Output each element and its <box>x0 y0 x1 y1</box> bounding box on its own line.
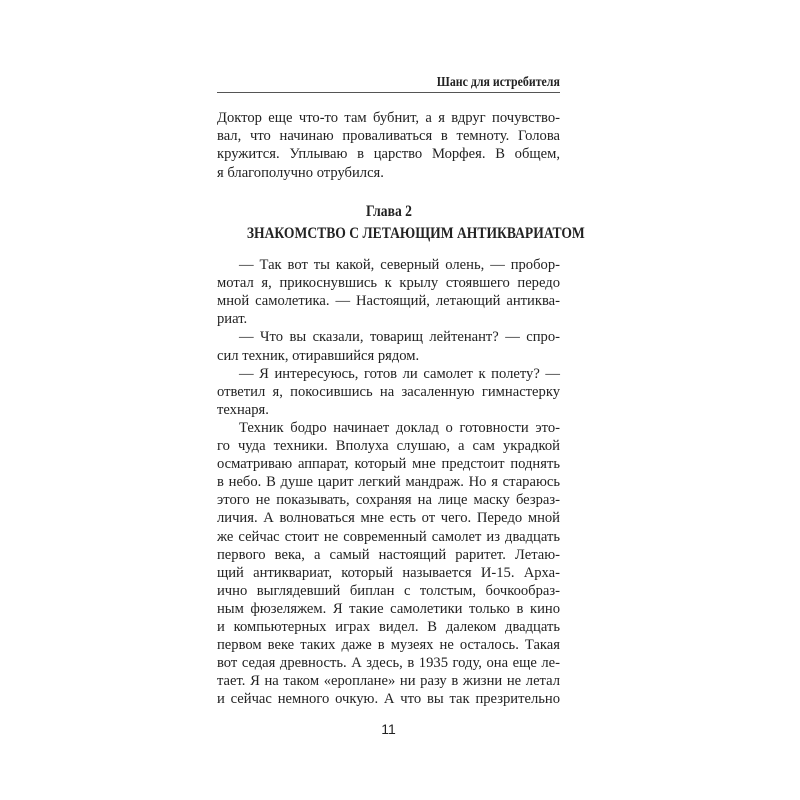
text-line: и сейчас немного очкую. А что вы так презрительно <box>217 691 560 708</box>
text-line: я благополучно отрубился. <box>217 164 384 181</box>
text-line: осматриваю аппарат, который мне предстоит поднять <box>217 456 560 473</box>
text-line: мной самолетика. — Настоящий, летающий антиква- <box>217 293 560 310</box>
text-line: технаря. <box>217 401 269 418</box>
text-line: — Так вот ты какой, северный олень, — пробор- <box>239 257 560 273</box>
chapter-number-text: Глава 2 <box>365 203 412 220</box>
text-line: го чуда техники. Вполуха слушаю, а сам украдкой <box>217 438 560 454</box>
text-line: и компьютерных играх видел. В далеком двадцать <box>217 619 560 635</box>
text-line: ично выглядевший биплан с толстым, бочкообраз- <box>217 582 560 599</box>
text-line: щий антиквариат, который называется И-15. Арха- <box>217 564 560 581</box>
text-line: первого века, а самый настоящий раритет. Летаю- <box>217 546 560 563</box>
text-line: вал, что начинаю проваливаться в темноту. Голова <box>217 128 560 145</box>
text-line: мотал я, прикоснувшись к крылу стоявшего передо <box>217 275 560 292</box>
header-rule <box>217 92 560 93</box>
chapter-title <box>217 225 585 243</box>
chapter-number <box>217 203 560 221</box>
text-line: риат. <box>217 311 248 328</box>
chapter-title-text: ЗНАКОМСТВО С ЛЕТАЮЩИМ АНТИКВАРИАТОМ <box>246 225 585 242</box>
text-line: этого не показывать, сохраняя на лице маску безраз- <box>217 492 560 509</box>
text-line: же сейчас стоит не современный самолет из двадцать <box>217 528 560 545</box>
text-line: кружится. Уплываю в царство Морфея. В общем, <box>217 146 560 163</box>
text-line: тает. Я на таком «ероплане» ни разу в жизни не летал <box>217 673 560 690</box>
text-line: — Что вы сказали, товарищ лейтенант? — спро- <box>239 329 560 346</box>
text-line: Техник бодро начинает доклад о готовности это- <box>239 419 560 436</box>
text-line: личия. А волноваться мне есть от чего. Передо мной <box>217 510 560 527</box>
text-line: ным фюзеляжем. Я такие самолетики только в кино <box>217 600 560 617</box>
running-head: Шанс для истребителя <box>436 74 560 89</box>
text-line: первом веке таких даже в музеях не осталось. Такая <box>217 637 560 654</box>
text-line: ответил я, покосившись на засаленную гимнастерку <box>217 383 560 400</box>
text-line: сил техник, отиравшийся рядом. <box>217 347 420 364</box>
text-line: вот седая древность. А здесь, в 1935 году, она еще ле- <box>217 655 560 672</box>
page-number: 11 <box>381 721 396 737</box>
text-line: — Я интересуюсь, готов ли самолет к полету? — <box>239 365 560 382</box>
text-line: в небо. В душе царит легкий мандраж. Но я стараюсь <box>217 474 560 491</box>
book-page <box>217 0 585 800</box>
text-line: Доктор еще что-то там бубнит, а я вдруг почувство- <box>217 110 560 126</box>
